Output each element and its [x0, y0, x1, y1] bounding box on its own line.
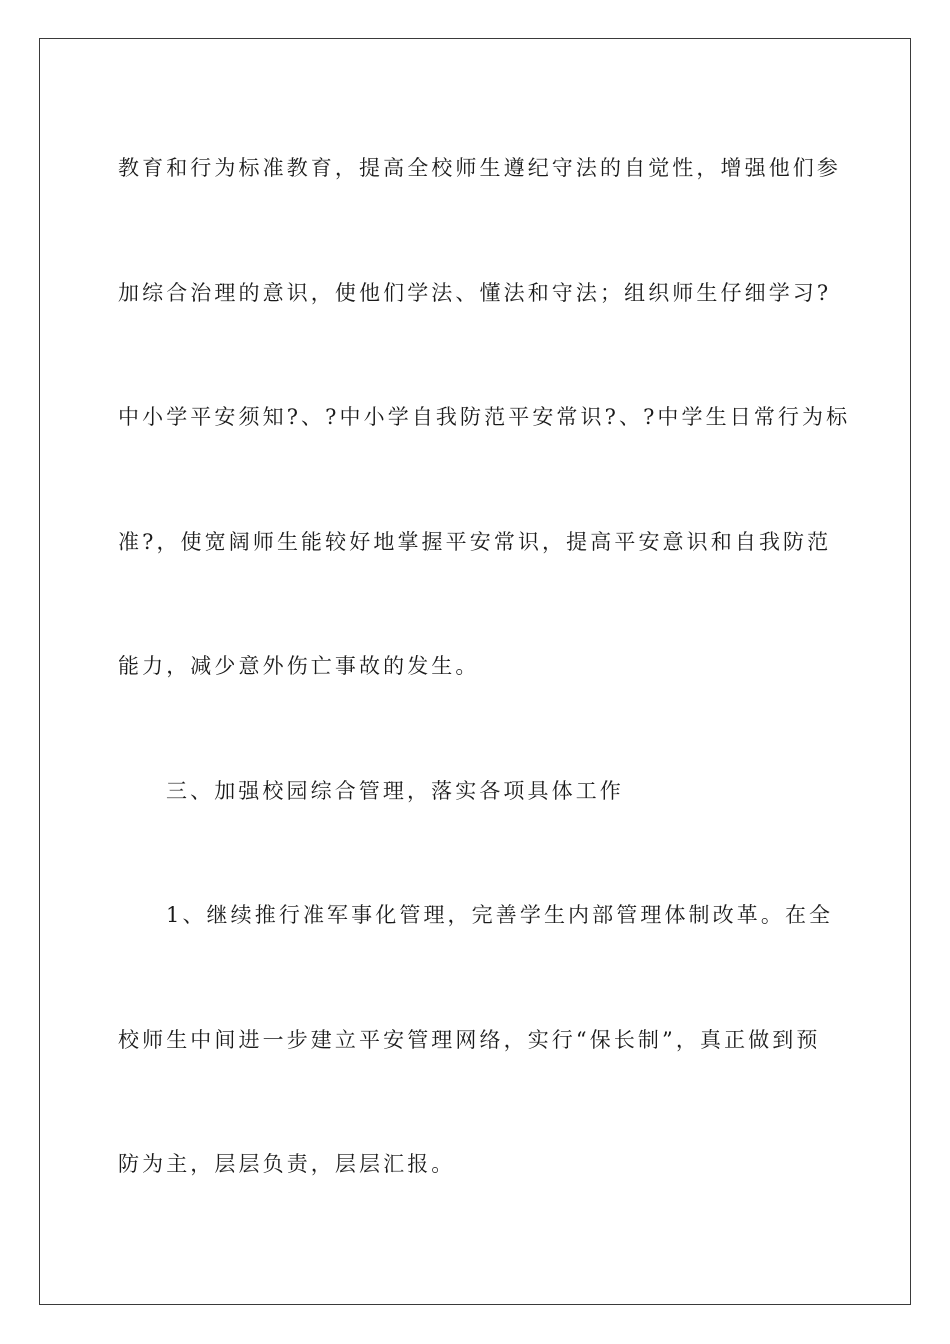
paragraph-line: 加综合治理的意识，使他们学法、懂法和守法；组织师生仔细学习?	[118, 281, 832, 305]
paragraph-line: 校师生中间进一步建立平安管理网络，实行“保长制”，真正做到预	[118, 1028, 821, 1052]
paragraph-line: 教育和行为标准教育，提高全校师生遵纪守法的自觉性，增强他们参	[118, 156, 841, 180]
section-heading: 三、加强校园综合管理，落实各项具体工作	[166, 779, 624, 803]
paragraph-line: 防为主，层层负责，层层汇报。	[118, 1152, 456, 1176]
paragraph-line: 中小学平安须知?、?中小学自我防范平安常识?、?中学生日常行为标	[118, 405, 851, 429]
paragraph-line: 1、继续推行准军事化管理，完善学生内部管理体制改革。在全	[166, 903, 834, 927]
paragraph-line: 能力，减少意外伤亡事故的发生。	[118, 654, 480, 678]
paragraph-line: 准?，使宽阔师生能较好地掌握平安常识，提高平安意识和自我防范	[118, 530, 832, 554]
